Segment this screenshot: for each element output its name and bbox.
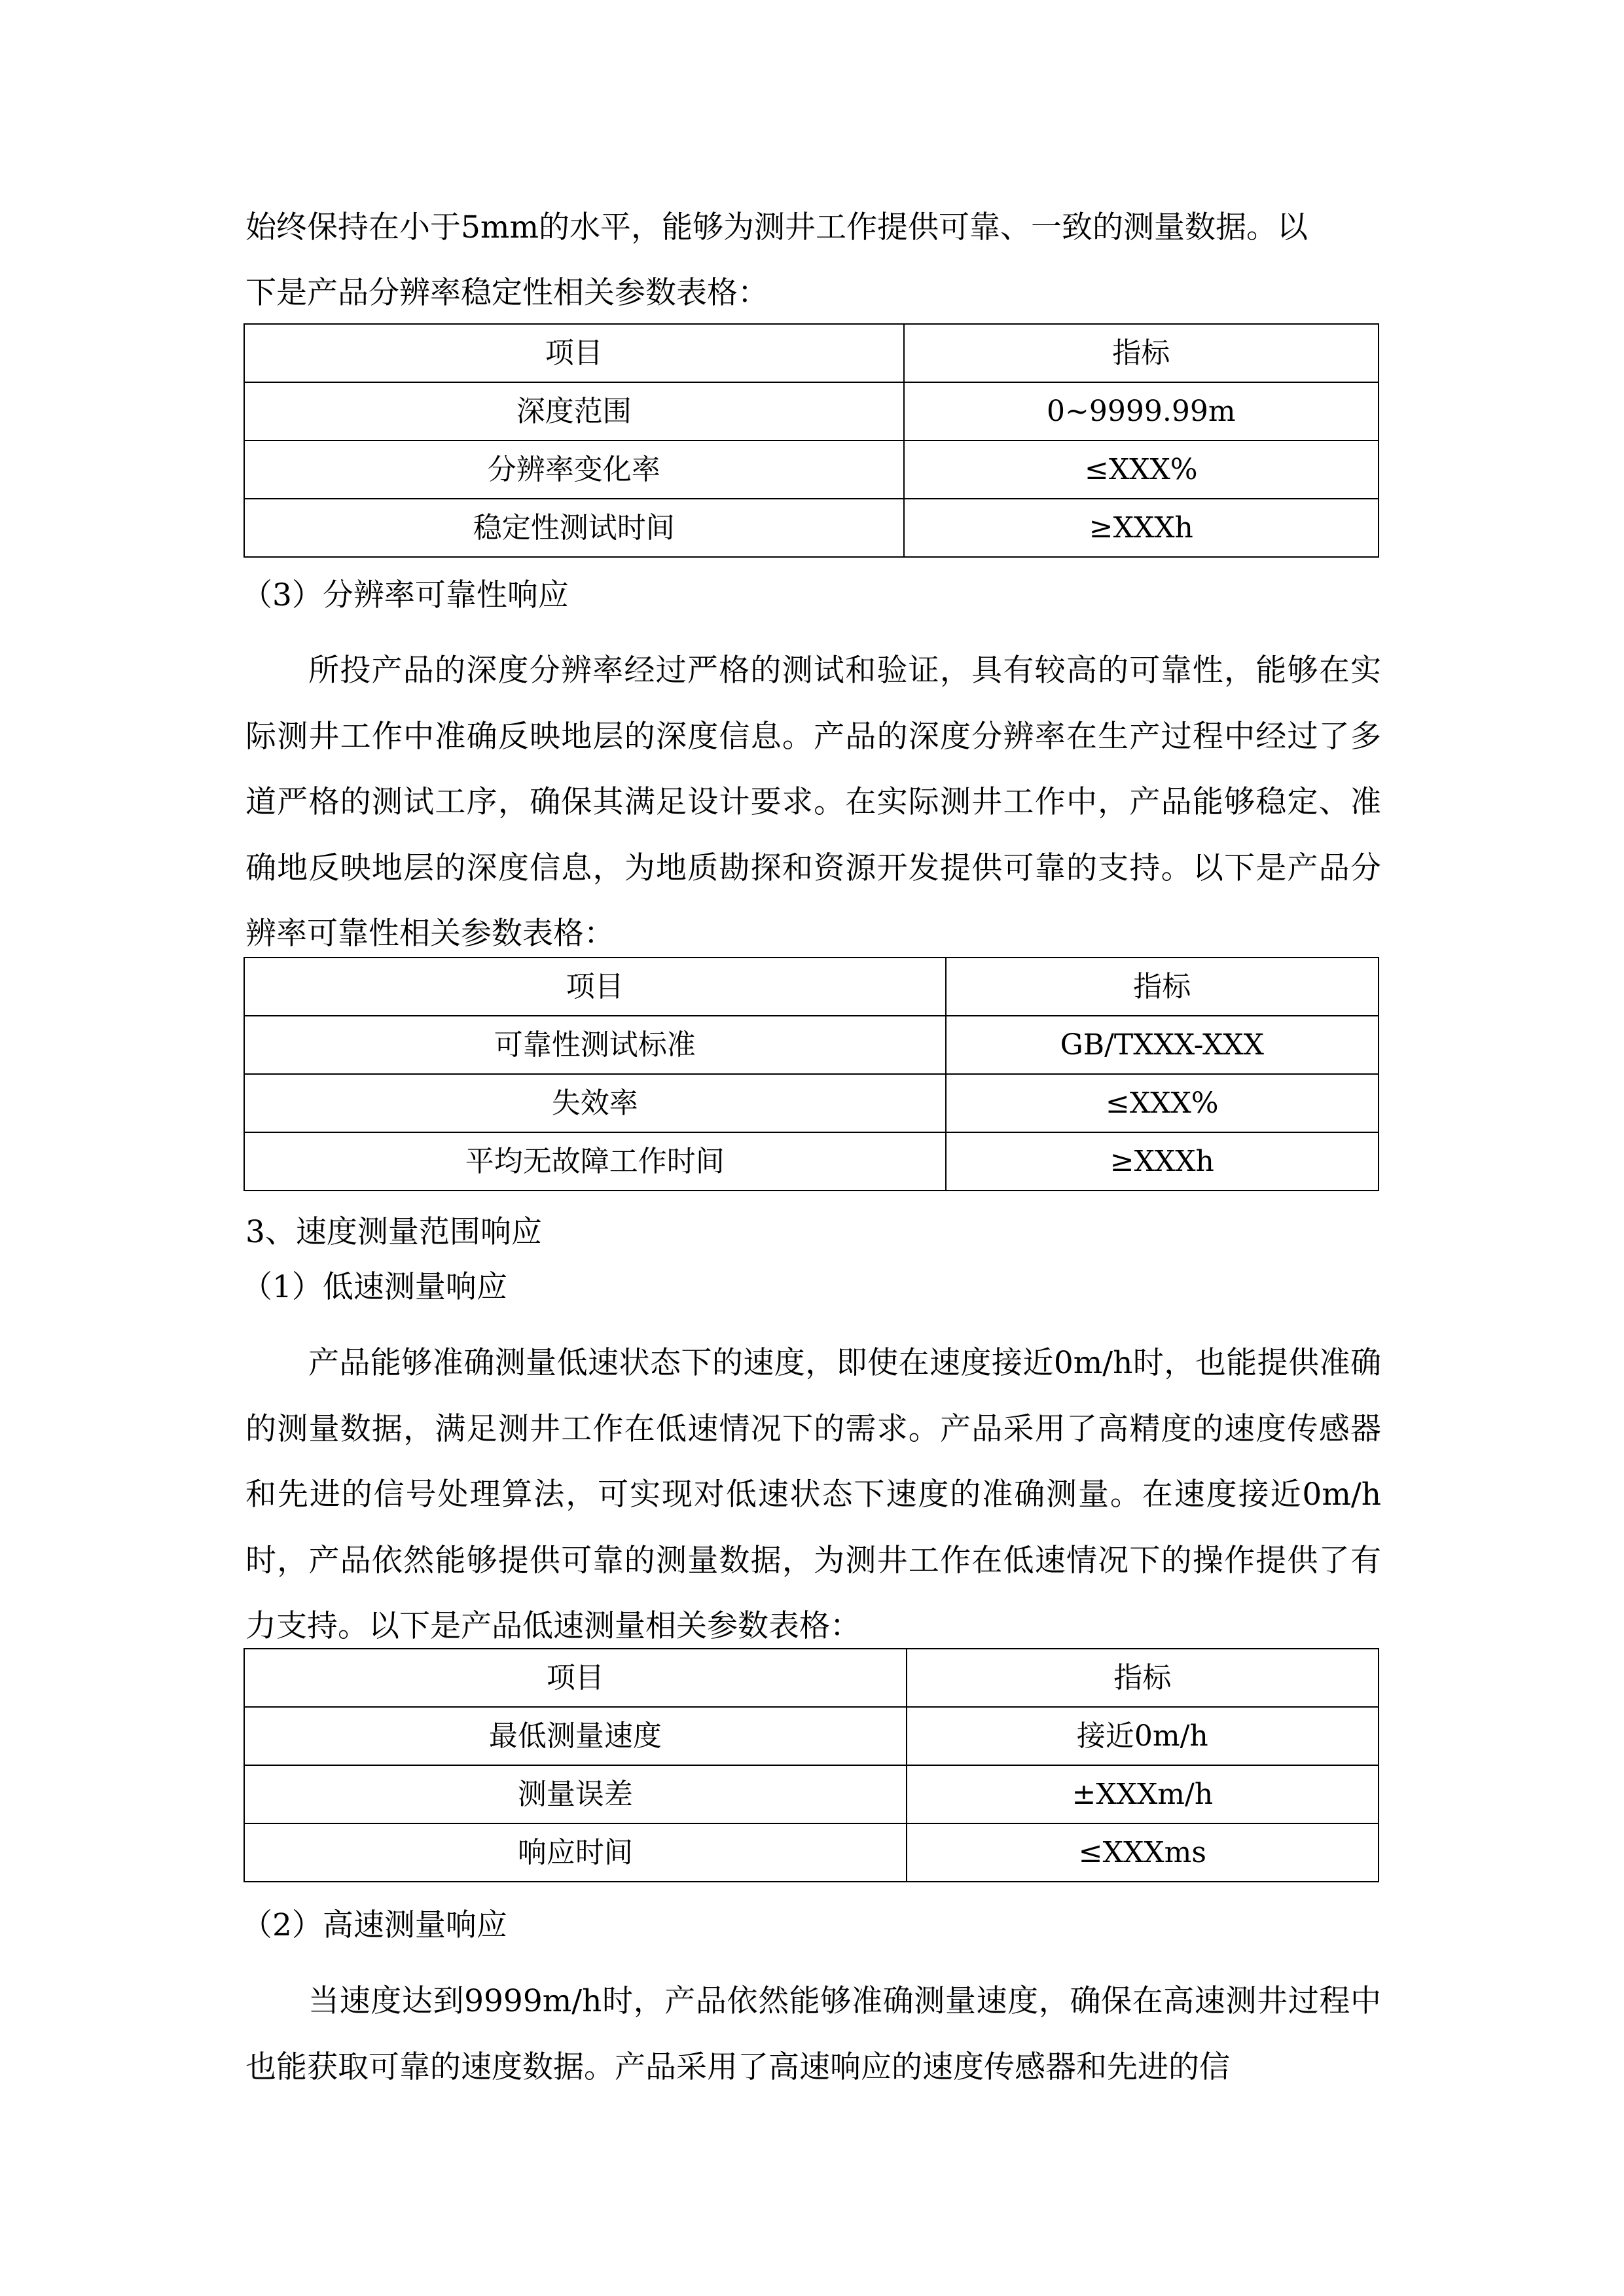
table-header-cell: 项目	[244, 1649, 907, 1707]
high-speed-paragraph-text: 当速度达到9999m/h时，产品依然能够准确测量速度，确保在高速测井过程中也能获取可靠的速度数据。产品采用了高速响应的速度传感器和先进的信	[245, 1983, 1381, 2085]
table-header-cell: 指标	[904, 324, 1379, 382]
table-cell: ±XXXm/h	[907, 1765, 1379, 1823]
table-cell: 平均无故障工作时间	[244, 1132, 946, 1191]
table-header-cell: 项目	[244, 958, 946, 1016]
table-cell: 深度范围	[244, 382, 904, 440]
table-cell: ≥XXXh	[904, 499, 1379, 557]
high-speed-paragraph	[245, 1969, 1381, 2100]
table-cell: 响应时间	[244, 1823, 907, 1882]
table-cell: 0~9999.99m	[904, 382, 1379, 440]
table-row	[244, 382, 1379, 440]
table-header-row	[244, 1649, 1379, 1707]
reliability-paragraph	[245, 638, 1381, 967]
table-cell: 分辨率变化率	[244, 440, 904, 499]
low-speed-heading: （1）低速测量响应	[242, 1269, 507, 1305]
reliability-paragraph-text: 所投产品的深度分辨率经过严格的测试和验证，具有较高的可靠性，能够在实际测井工作中准确反映地层的深度信息。产品的深度分辨率在生产过程中经过了多道严格的测试工序，确保其满足设计要求。在实际测井工作中，产品能够稳定、准确地反映地层的深度信息，为地质勘探和资源开发提供可靠的支持。以下是产品分辨率可靠性相关参数表格：	[245, 653, 1381, 952]
table-row	[244, 1074, 1379, 1132]
table-header-row	[244, 958, 1379, 1016]
table-cell: 可靠性测试标准	[244, 1016, 946, 1074]
table-cell: 最低测量速度	[244, 1707, 907, 1765]
intro-line-2: 下是产品分辨率稳定性相关参数表格：	[245, 275, 768, 311]
table-cell: 稳定性测试时间	[244, 499, 904, 557]
table-row	[244, 1132, 1379, 1191]
table-cell: 失效率	[244, 1074, 946, 1132]
table-header-cell: 指标	[946, 958, 1379, 1016]
table-cell: 测量误差	[244, 1765, 907, 1823]
table-cell: 接近0m/h	[907, 1707, 1379, 1765]
table-row	[244, 1823, 1379, 1882]
table-row	[244, 1707, 1379, 1765]
table-cell: ≤XXXms	[907, 1823, 1379, 1882]
table-cell: ≥XXXh	[946, 1132, 1379, 1191]
low-speed-paragraph-text: 产品能够准确测量低速状态下的速度，即使在速度接近0m/h时，也能提供准确的测量数据，满足测井工作在低速情况下的需求。产品采用了高精度的速度传感器和先进的信号处理算法，可实现对低速状态下速度的准确测量。在速度接近0m/h时，产品依然能够提供可靠的测量数据，为测井工作在低速情况下的操作提供了有力支持。以下是产品低速测量相关参数表格：	[245, 1345, 1381, 1644]
reliability-heading: （3）分辨率可靠性响应	[242, 577, 569, 613]
table-header-row	[244, 324, 1379, 382]
table-cell: ≤XXX%	[904, 440, 1379, 499]
table-row	[244, 440, 1379, 499]
stability-params-table	[244, 323, 1379, 558]
table-cell: ≤XXX%	[946, 1074, 1379, 1132]
table-header-cell: 指标	[907, 1649, 1379, 1707]
table-cell: GB/TXXX-XXX	[946, 1016, 1379, 1074]
low-speed-paragraph	[245, 1331, 1381, 1660]
intro-line-1: 始终保持在小于5mm的水平，能够为测井工作提供可靠、一致的测量数据。以	[245, 209, 1308, 245]
table-row	[244, 1765, 1379, 1823]
high-speed-heading: （2）高速测量响应	[242, 1907, 507, 1943]
table-row	[244, 499, 1379, 557]
reliability-params-table	[244, 957, 1379, 1191]
low-speed-params-table	[244, 1648, 1379, 1882]
table-row	[244, 1016, 1379, 1074]
speed-section-heading: 3、速度测量范围响应	[245, 1214, 542, 1250]
table-header-cell: 项目	[244, 324, 904, 382]
